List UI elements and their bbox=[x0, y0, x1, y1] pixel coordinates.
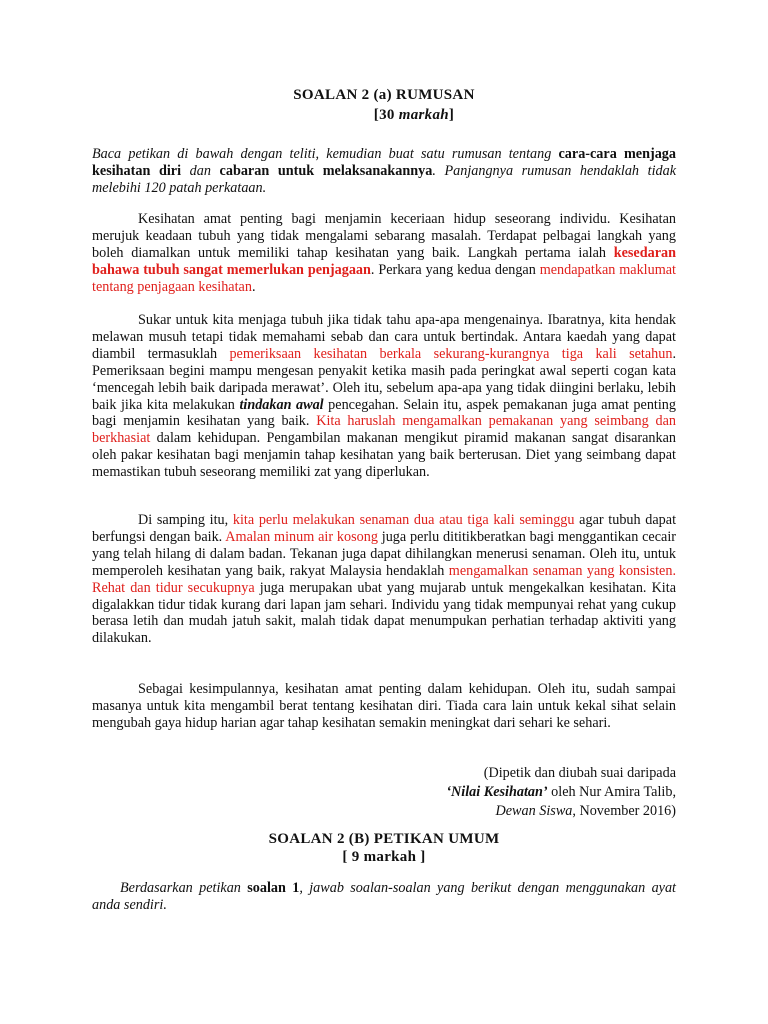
source-line-3 bbox=[446, 802, 676, 821]
p2-highlight-1: pemeriksaan kesihatan berkala sekurang-kurangnya tiga kali setahun bbox=[229, 345, 673, 362]
section-2b-title-text: SOALAN 2 (B) PETIKAN UMUM bbox=[268, 831, 500, 847]
instruction-bold-1: cara-cara menjaga kesihatan diri bbox=[92, 146, 676, 179]
section-2b-title bbox=[0, 831, 768, 848]
p3-text-4: juga merupakan ubat yang mujarab untuk mengekalkan kesihatan. Kita digalakkan tidur tidak kurang dari lapan jam sehari. Individu yang tidak mempunyai rehat yang cukup berasa letih dan mudah jatuh sakit, malah tidak dapat menumpukan perhatian terhadap aktiviti yang dilakukan. bbox=[92, 579, 676, 647]
p3-text-2: agar tubuh dapat berfungsi dengan baik. bbox=[92, 512, 677, 545]
instruction-paragraph bbox=[92, 146, 676, 197]
p2-text-4: dalam kehidupan. Pengambilan makanan mengikut piramid makanan sangat disarankan oleh pakar kesihatan bagi menjamin tahap kesihatan yang baik berterusan. Diet yang seimbang dapat memastikan tubuh seseorang memiliki zat yang diperlukan. bbox=[92, 430, 676, 481]
source-author: oleh Nur Amira Talib, bbox=[547, 784, 676, 800]
source-title: ‘Nilai Kesihatan’ bbox=[446, 784, 548, 800]
section-2a-title bbox=[0, 87, 768, 104]
p3-highlight-1: kita perlu melakukan senaman dua atau tiga kali seminggu bbox=[232, 512, 575, 528]
source-date: , November 2016) bbox=[572, 803, 676, 819]
paragraph-1 bbox=[92, 211, 676, 296]
section-2a-marks bbox=[0, 107, 768, 124]
marks-close: ] bbox=[448, 107, 455, 123]
p1-text-2: . Perkara yang kedua dengan bbox=[370, 261, 540, 278]
p1-text-1: Kesihatan amat penting bagi menjamin keceriaan hidup seseorang individu. Kesihatan merujuk keadaan tubuh yang tidak mengalami sebarang masalah. Terdapat pelbagai langkah yang boleh diamalkan untuk memiliki tahap kesihatan yang baik. Langkah pertama ialah bbox=[92, 211, 676, 261]
p1-text-3: . bbox=[251, 278, 256, 295]
p2-highlight-2: Kita haruslah mengamalkan pemakanan yang seimbang dan berkhasiat bbox=[92, 413, 676, 447]
p1-highlight-1: kesedaran bahawa tubuh sangat memerlukan penjagaan bbox=[92, 244, 676, 278]
marks-open: [30 bbox=[373, 107, 399, 123]
paragraph-4 bbox=[92, 681, 676, 732]
paragraph-3 bbox=[92, 512, 676, 647]
p4-text: Sebagai kesimpulannya, kesihatan amat penting dalam kehidupan. Oleh itu, sudah sampai masanya untuk kita mengambil berat tentang kesihatan diri. Tiada cara lain untuk kekal sihat selain mengubah gaya hidup harian agar tahap kesihatan semakin meningkat dari sehari ke sehari. bbox=[92, 681, 676, 731]
source-line-1: (Dipetik dan diubah suai daripada bbox=[483, 765, 676, 781]
p3-text-1: Di samping itu, bbox=[138, 512, 233, 528]
instruction-b-text-1: Berdasarkan petikan bbox=[120, 880, 248, 896]
p1-highlight-2: mendapatkan maklumat tentang penjagaan kesihatan bbox=[92, 261, 676, 295]
source-line-2 bbox=[446, 783, 676, 802]
source-publication: Dewan Siswa bbox=[495, 803, 573, 819]
instruction-text-2: dan bbox=[181, 162, 220, 179]
section-2a-title-text: SOALAN 2 (a) RUMUSAN bbox=[293, 87, 475, 103]
source-citation bbox=[446, 764, 676, 821]
p2-text-2: . Pemeriksaan begini mampu mengesan penyakit ketika masih pada peringkat awal seperti cogan kata ‘mencegah lebih baik daripada merawat’. Oleh itu, sebelum apa-apa yang tidak diingini berlaku, lebih baik jika kita melakukan bbox=[92, 345, 676, 413]
section-2b-marks-text: [ 9 markah ] bbox=[342, 849, 426, 865]
instruction-text-1: Baca petikan di bawah dengan teliti, kemudian buat satu rumusan tentang bbox=[92, 146, 559, 162]
instruction-b-text-2: , jawab soalan-soalan yang berikut dengan menggunakan ayat anda sendiri. bbox=[92, 880, 676, 913]
p2-text-1: Sukar untuk kita menjaga tubuh jika tidak tahu apa-apa mengenainya. Ibaratnya, kita hendak melawan musuh tetapi tidak memahami sebab dan cara untuk bertindak. Antara kaedah yang dapat diambil termasuklah bbox=[92, 312, 676, 362]
p2-emphasis: tindakan awal bbox=[239, 396, 324, 413]
instruction-text-3: . Panjangnya rumusan hendaklah tidak melebihi 120 patah perkataan. bbox=[92, 162, 676, 196]
instruction-b-paragraph bbox=[92, 880, 676, 914]
marks-word: markah bbox=[398, 107, 449, 123]
p3-highlight-2: Amalan minum air kosong bbox=[225, 528, 378, 545]
p3-highlight-3: mengamalkan senaman yang konsisten. Rehat dan tidur secukupnya bbox=[92, 562, 676, 596]
instruction-bold-2: cabaran untuk melaksanakannya bbox=[219, 162, 433, 179]
section-2b-marks bbox=[0, 849, 768, 866]
instruction-b-bold: soalan 1 bbox=[247, 880, 300, 896]
p2-text-3: pencegahan. Selain itu, aspek pemakanan juga amat penting bagi menjamin kesihatan yang baik. bbox=[92, 396, 676, 430]
p3-text-3: juga perlu dititikberatkan bagi menggantikan cecair yang telah hilang di dalam badan. Tekanan juga dapat dihilangkan menerusi senaman. Oleh itu, untuk memperoleh kesihatan yang baik, rakyat Malaysia hendaklah bbox=[92, 528, 676, 579]
paragraph-2 bbox=[92, 312, 676, 481]
